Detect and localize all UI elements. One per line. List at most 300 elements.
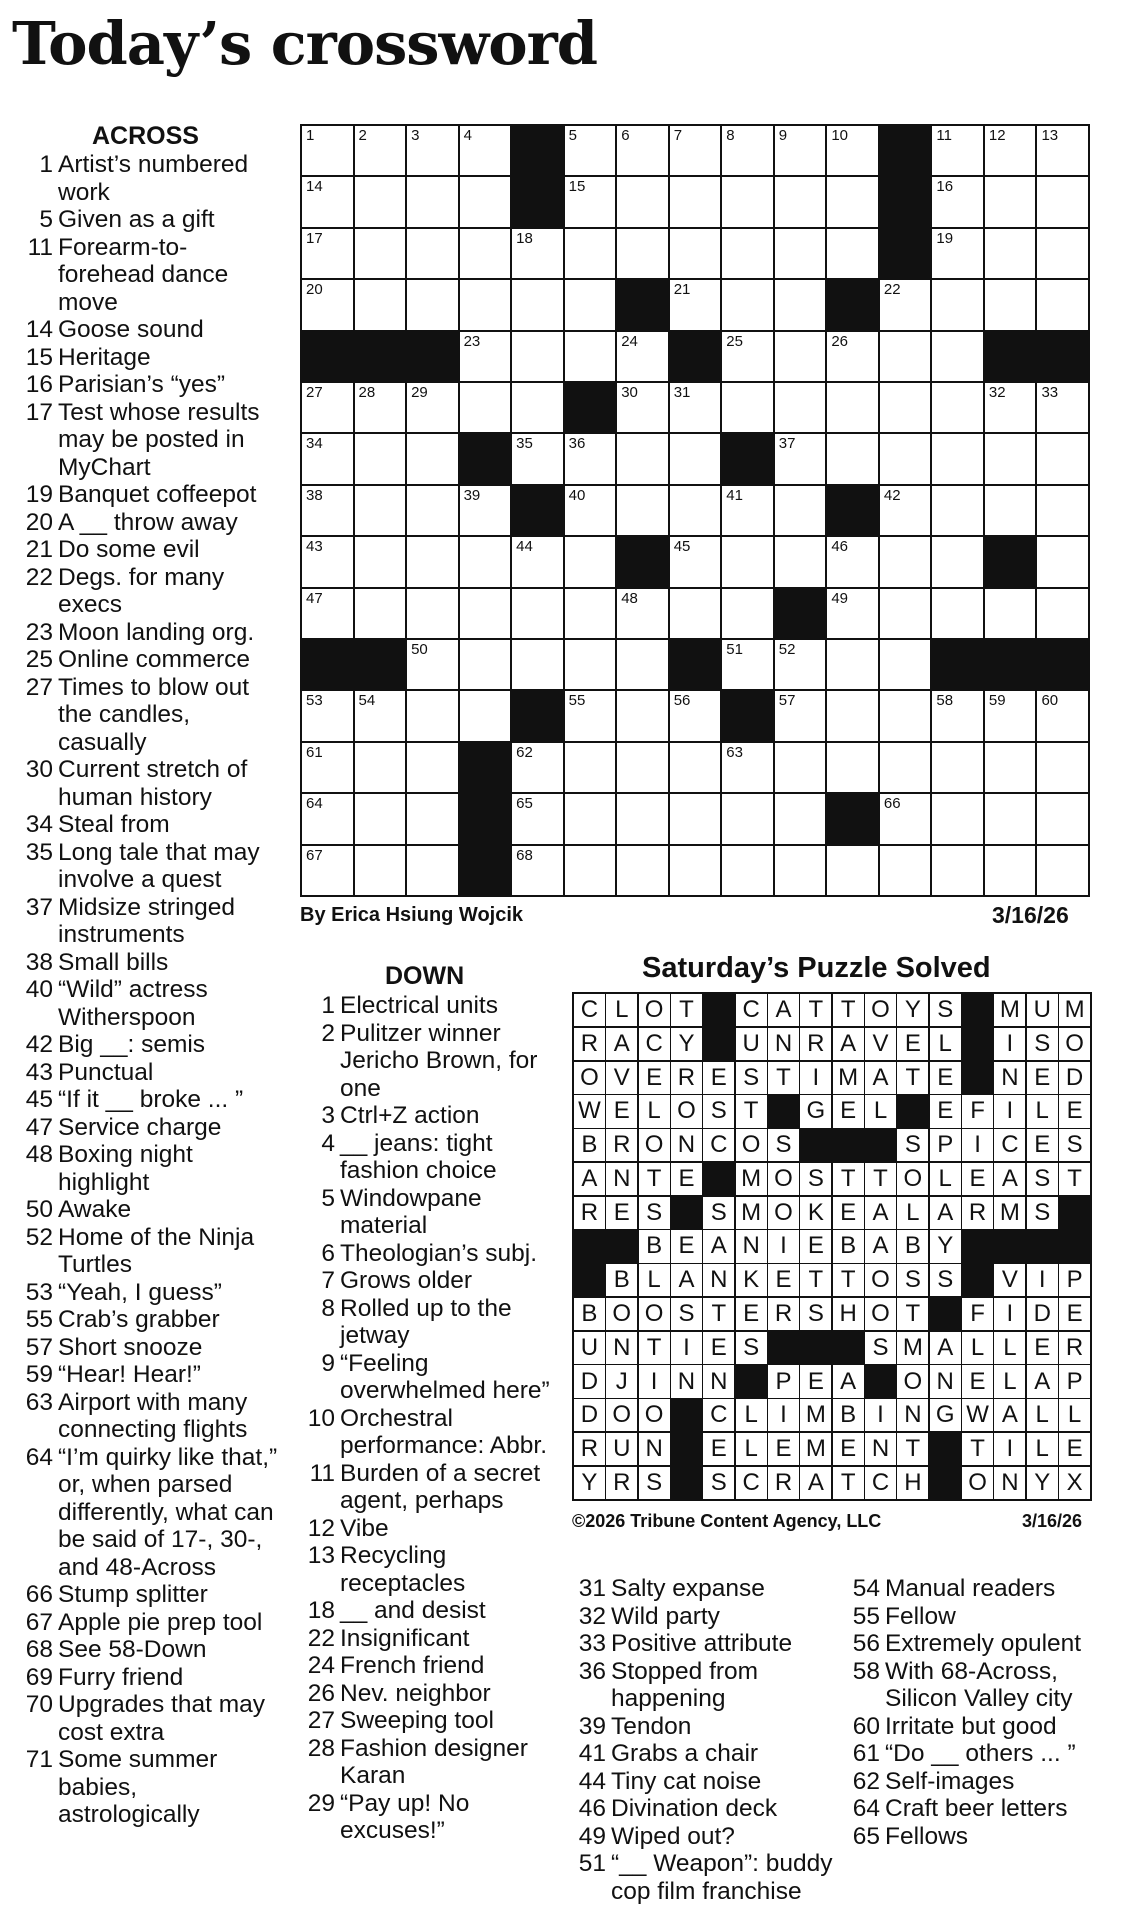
grid-number: 19 [936,229,954,247]
grid-cell[interactable] [565,846,616,895]
solution-letter: T [639,1332,670,1364]
clue-text: Times to blow out the candles, casually [58,673,250,756]
grid-cell[interactable] [407,743,458,792]
solution-letter: M [736,1197,767,1229]
grid-cell[interactable] [460,537,511,586]
grid-cell[interactable] [880,332,931,381]
grid-cell[interactable] [460,280,511,329]
grid-cell[interactable] [617,691,668,740]
grid-cell[interactable] [985,177,1036,226]
grid-cell[interactable] [932,229,983,278]
grid-cell[interactable] [670,280,721,329]
solution-letter: M [800,1433,831,1465]
solution-letter: A [833,1365,864,1397]
grid-cell[interactable] [512,434,563,483]
grid-cell[interactable] [985,846,1036,895]
grid-cell[interactable] [617,743,668,792]
grid-cell[interactable] [932,332,983,381]
grid-number: 31 [673,384,691,401]
grid-cell[interactable] [302,794,353,843]
grid-cell[interactable] [722,743,773,792]
grid-cell[interactable] [827,177,878,226]
grid-cell[interactable] [827,743,878,792]
clue-text: Steal from [58,811,170,838]
solution-block [703,994,734,1026]
grid-cell[interactable] [932,846,983,895]
clue-item [302,992,562,1020]
grid-cell[interactable] [1037,743,1088,792]
solution-letter: O [1059,1028,1090,1060]
grid-cell[interactable] [460,177,511,226]
grid-cell[interactable] [775,229,826,278]
grid-cell[interactable] [775,434,826,483]
grid-cell[interactable] [407,383,458,432]
grid-cell[interactable] [617,332,668,381]
grid-cell[interactable] [880,589,931,638]
grid-cell[interactable] [670,846,721,895]
grid-cell[interactable] [932,486,983,535]
solution-block [962,1264,993,1296]
clue-text: Grabs a chair [611,1740,759,1767]
grid-cell[interactable] [460,486,511,535]
grid-cell[interactable] [407,846,458,895]
grid-cell[interactable] [355,229,406,278]
grid-cell[interactable] [512,589,563,638]
clue-text: Upgrades that may cost extra [58,1691,265,1746]
solution-letter: L [865,1095,896,1127]
grid-cell[interactable] [355,743,406,792]
down-clue-list [302,992,562,1845]
solution-letter: N [606,1332,637,1364]
grid-cell[interactable] [460,589,511,638]
grid-cell[interactable] [302,434,353,483]
grid-cell[interactable] [1037,846,1088,895]
grid-cell[interactable] [880,537,931,586]
clue-text: Nev. neighbor [340,1679,491,1707]
grid-number: 34 [306,435,323,453]
grid-number: 41 [726,486,743,504]
grid-cell[interactable] [355,383,406,432]
grid-cell[interactable] [670,691,721,740]
grid-cell[interactable] [617,434,668,483]
grid-number: 42 [883,486,901,504]
copyright-notice: ©2026 Tribune Content Agency, LLC [572,1511,882,1531]
grid-cell[interactable] [670,126,721,175]
grid-cell[interactable] [512,332,563,381]
grid-cell[interactable] [565,640,616,689]
grid-cell[interactable] [880,280,931,329]
grid-cell[interactable] [985,280,1036,329]
grid-cell[interactable] [565,126,616,175]
solution-letter: M [994,1197,1025,1229]
grid-number: 39 [463,486,481,504]
solution-letter: R [768,1298,799,1330]
grid-cell[interactable] [565,177,616,226]
clue-text: With 68-Across, Silicon Valley city [885,1657,1073,1712]
clue-number: 68 [25,1636,53,1663]
grid-cell[interactable] [827,537,878,586]
grid-cell[interactable] [670,537,721,586]
grid-cell[interactable] [1037,177,1088,226]
solution-letter: A [671,1264,702,1296]
grid-cell[interactable] [565,332,616,381]
clue-number: 36 [578,1657,606,1685]
grid-cell[interactable] [775,177,826,226]
grid-cell[interactable] [670,434,721,483]
grid-cell[interactable] [460,383,511,432]
grid-cell[interactable] [460,332,511,381]
grid-cell[interactable] [827,434,878,483]
grid-cell[interactable] [827,126,878,175]
grid-cell[interactable] [355,434,406,483]
grid-block [355,640,406,689]
grid-cell[interactable] [670,486,721,535]
grid-cell[interactable] [407,794,458,843]
grid-cell[interactable] [670,743,721,792]
grid-cell[interactable] [722,126,773,175]
grid-cell[interactable] [670,589,721,638]
solution-letter: P [768,1365,799,1397]
solution-letter: I [1027,1264,1058,1296]
grid-cell[interactable] [722,177,773,226]
grid-cell[interactable] [617,126,668,175]
grid-cell[interactable] [565,229,616,278]
grid-number: 12 [988,127,1006,144]
grid-block [880,177,931,226]
grid-cell[interactable] [407,589,458,638]
clue-number: 14 [25,316,53,343]
clue-number: 28 [307,1734,335,1762]
clue-number: 8 [321,1294,335,1322]
grid-cell[interactable] [932,126,983,175]
grid-cell[interactable] [985,383,1036,432]
grid-cell[interactable] [985,486,1036,535]
grid-cell[interactable] [1037,383,1088,432]
clue-number: 46 [578,1795,606,1822]
grid-block [722,691,773,740]
grid-cell[interactable] [932,794,983,843]
across-clue-list [20,151,282,1829]
grid-cell[interactable] [775,280,826,329]
grid-cell[interactable] [512,743,563,792]
clue-number: 32 [578,1602,606,1630]
solution-block [897,1095,928,1127]
grid-cell[interactable] [460,126,511,175]
grid-cell[interactable] [565,280,616,329]
grid-cell[interactable] [407,229,458,278]
grid-cell[interactable] [722,794,773,843]
clue-item [574,1740,836,1768]
grid-number: 46 [831,538,849,556]
grid-cell[interactable] [670,177,721,226]
grid-cell[interactable] [722,280,773,329]
grid-cell[interactable] [722,229,773,278]
solution-letter: O [768,1163,799,1195]
grid-cell[interactable] [355,794,406,843]
clue-number: 66 [25,1581,53,1608]
solution-letter: S [736,1332,767,1364]
clue-item [848,1713,1098,1741]
grid-cell[interactable] [355,177,406,226]
grid-cell[interactable] [565,794,616,843]
grid-cell[interactable] [722,846,773,895]
grid-cell[interactable] [302,177,353,226]
grid-cell[interactable] [722,537,773,586]
solution-letter: N [606,1163,637,1195]
grid-cell[interactable] [775,743,826,792]
grid-cell[interactable] [460,640,511,689]
clue-text: __ jeans: tight fashion choice [340,1129,497,1184]
clue-item [20,1636,282,1664]
solution-letter: Y [897,994,928,1026]
solution-block [962,1230,993,1262]
solution-letter: A [865,1230,896,1262]
grid-cell[interactable] [1037,589,1088,638]
grid-cell[interactable] [565,434,616,483]
grid-cell[interactable] [827,846,878,895]
grid-cell[interactable] [407,640,458,689]
grid-cell[interactable] [355,486,406,535]
grid-cell[interactable] [880,434,931,483]
grid-cell[interactable] [932,537,983,586]
grid-cell[interactable] [880,846,931,895]
grid-cell[interactable] [932,743,983,792]
grid-cell[interactable] [302,229,353,278]
grid-cell[interactable] [512,229,563,278]
solution-letter: S [671,1298,702,1330]
solution-letter: V [865,1028,896,1060]
grid-number: 48 [621,589,638,607]
solution-letter: E [800,1365,831,1397]
grid-cell[interactable] [985,691,1036,740]
grid-cell[interactable] [932,434,983,483]
grid-cell[interactable] [775,486,826,535]
grid-number: 53 [306,692,323,710]
grid-cell[interactable] [722,640,773,689]
grid-number: 18 [516,229,533,247]
grid-cell[interactable] [985,743,1036,792]
solution-letter: R [800,1028,831,1060]
solution-letter: S [930,1264,961,1296]
grid-cell[interactable] [1037,691,1088,740]
grid-cell[interactable] [722,589,773,638]
grid-cell[interactable] [1037,537,1088,586]
grid-cell[interactable] [355,126,406,175]
solution-letter: E [768,1264,799,1296]
grid-cell[interactable] [302,537,353,586]
clue-text: Salty expanse [611,1575,765,1602]
grid-cell[interactable] [985,434,1036,483]
grid-cell[interactable] [880,640,931,689]
solution-letter: E [671,1163,702,1195]
solution-block [800,1129,831,1161]
grid-cell[interactable] [565,537,616,586]
clue-item [302,1130,562,1185]
grid-cell[interactable] [932,589,983,638]
grid-cell[interactable] [775,846,826,895]
grid-cell[interactable] [617,229,668,278]
grid-cell[interactable] [880,691,931,740]
grid-cell[interactable] [775,126,826,175]
grid-cell[interactable] [617,177,668,226]
clue-item [20,1334,282,1362]
grid-cell[interactable] [827,383,878,432]
grid-cell[interactable] [775,691,826,740]
grid-cell[interactable] [565,743,616,792]
clue-text: Recycling receptacles [340,1542,466,1597]
grid-cell[interactable] [617,589,668,638]
grid-cell[interactable] [512,537,563,586]
grid-cell[interactable] [407,486,458,535]
grid-cell[interactable] [880,794,931,843]
grid-cell[interactable] [880,383,931,432]
grid-cell[interactable] [512,383,563,432]
clue-number: 10 [307,1404,335,1432]
grid-cell[interactable] [617,640,668,689]
grid-cell[interactable] [302,691,353,740]
solution-letter: N [703,1264,734,1296]
grid-cell[interactable] [775,383,826,432]
clue-item [574,1823,836,1851]
clue-text: “__ Weapon”: buddy cop film franchise [611,1850,833,1905]
solution-letter: K [800,1197,831,1229]
grid-cell[interactable] [775,794,826,843]
grid-cell[interactable] [617,846,668,895]
solution-letter: C [639,1028,670,1060]
clue-number: 70 [25,1691,53,1718]
grid-cell[interactable] [775,537,826,586]
clue-item [302,1240,562,1268]
grid-cell[interactable] [302,589,353,638]
grid-cell[interactable] [932,383,983,432]
grid-cell[interactable] [302,383,353,432]
grid-cell[interactable] [985,794,1036,843]
grid-cell[interactable] [302,846,353,895]
grid-cell[interactable] [512,794,563,843]
grid-cell[interactable] [827,691,878,740]
clue-item [574,1575,836,1603]
grid-number: 37 [778,435,796,453]
grid-cell[interactable] [670,383,721,432]
grid-cell[interactable] [1037,794,1088,843]
grid-cell[interactable] [407,177,458,226]
grid-cell[interactable] [407,691,458,740]
grid-cell[interactable] [827,332,878,381]
grid-cell[interactable] [355,589,406,638]
grid-cell[interactable] [1037,126,1088,175]
grid-cell[interactable] [407,434,458,483]
grid-cell[interactable] [512,846,563,895]
grid-cell[interactable] [302,280,353,329]
solution-letter: O [671,1095,702,1127]
grid-cell[interactable] [827,589,878,638]
clue-item [20,976,282,1031]
grid-cell[interactable] [985,589,1036,638]
grid-cell[interactable] [1037,486,1088,535]
solution-letter: N [768,1028,799,1060]
grid-cell[interactable] [302,486,353,535]
solution-letter: D [574,1365,605,1397]
grid-cell[interactable] [565,589,616,638]
grid-cell[interactable] [932,177,983,226]
solution-letter: C [703,1399,734,1431]
grid-cell[interactable] [1037,434,1088,483]
solution-letter: O [736,1129,767,1161]
solution-letter: T [833,994,864,1026]
grid-cell[interactable] [512,280,563,329]
grid-cell[interactable] [407,537,458,586]
clue-number: 29 [307,1789,335,1817]
grid-cell[interactable] [932,280,983,329]
grid-block [460,794,511,843]
solution-letter: N [671,1365,702,1397]
clue-item [20,151,282,206]
grid-cell[interactable] [775,332,826,381]
grid-cell[interactable] [932,691,983,740]
grid-cell[interactable] [1037,280,1088,329]
clue-text: “Feeling overwhelmed here” [340,1349,550,1404]
grid-cell[interactable] [617,486,668,535]
grid-cell[interactable] [302,126,353,175]
clue-text: Electrical units [340,992,498,1019]
clue-text: Sweeping tool [340,1707,494,1734]
grid-cell[interactable] [355,280,406,329]
grid-cell[interactable] [407,126,458,175]
grid-cell[interactable] [985,229,1036,278]
grid-cell[interactable] [355,846,406,895]
grid-cell[interactable] [880,486,931,535]
grid-cell[interactable] [985,126,1036,175]
grid-cell[interactable] [565,486,616,535]
solution-letter: S [897,1129,928,1161]
grid-cell[interactable] [722,383,773,432]
clue-item [20,619,282,647]
grid-cell[interactable] [355,537,406,586]
grid-cell[interactable] [460,691,511,740]
grid-cell[interactable] [617,383,668,432]
grid-cell[interactable] [827,229,878,278]
crossword-grid[interactable] [300,124,1090,897]
grid-cell[interactable] [1037,229,1088,278]
grid-cell[interactable] [722,332,773,381]
grid-cell[interactable] [722,486,773,535]
grid-number: 52 [778,641,796,658]
grid-number: 1 [306,127,315,144]
clue-item [848,1630,1098,1658]
grid-cell[interactable] [460,229,511,278]
grid-cell[interactable] [670,229,721,278]
grid-cell[interactable] [617,794,668,843]
grid-cell[interactable] [355,691,406,740]
clue-number: 27 [25,673,53,701]
solution-letter: E [606,1095,637,1127]
grid-cell[interactable] [880,743,931,792]
grid-cell[interactable] [670,794,721,843]
solution-letter: L [736,1399,767,1431]
grid-cell[interactable] [407,280,458,329]
clue-text: Wild party [611,1602,720,1630]
grid-cell[interactable] [775,640,826,689]
clue-number: 52 [25,1223,53,1251]
clue-number: 3 [321,1102,335,1129]
grid-number: 36 [568,435,586,453]
grid-cell[interactable] [565,691,616,740]
grid-cell[interactable] [827,640,878,689]
grid-cell[interactable] [302,743,353,792]
solution-letter: E [833,1197,864,1229]
solution-letter: I [994,1028,1025,1060]
grid-cell[interactable] [512,640,563,689]
